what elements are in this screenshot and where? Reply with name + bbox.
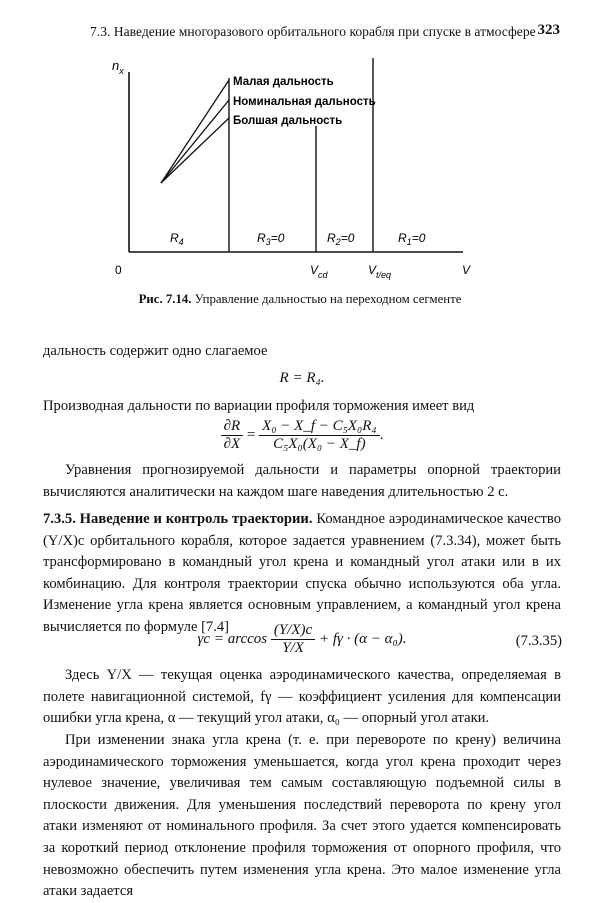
curve-label-small: Малая дальность (233, 76, 334, 88)
caption-label: Рис. 7.14. (138, 292, 192, 306)
curve-line-nominal (161, 100, 229, 183)
page-number: 323 (537, 22, 560, 38)
equation-range: R = R₄. (279, 370, 325, 386)
paragraph-6: При изменении знака угла крена (т. е. при перевороте по крену) величина аэродинамического торможения уменьшается, когда угол крена проходит через нулевое значение, увеличивая тем самым составляющую подъемной силы в плоскости движения. Для уменьшения последствий переворота по крену угол атаки изменяют от номинального профиля. За счет этого удается компенсировать за короткий период отклонение профиля торможения от опорного профиля, что невозможно обеспечить путем изменения угла крена. Это малое изменение угла атаки задается (43, 732, 561, 900)
paragraph-5: Здесь Y/X — текущая оценка аэродинамического качества, определяемая в полете навигационной системой, fγ — коэффициент усиления для компенсации ошибки угла крена, α — текущий угол атаки, α₀ — опорный угол атаки. (43, 667, 561, 727)
x-axis-label: V (462, 263, 471, 277)
paragraph-3: Уравнения прогнозируемой дальности и параметры опорной траектории вычисляются аналитически на каждом шаге наведения длительностью 2 с. (43, 462, 561, 500)
paragraph-2: Производная дальности по вариации профиля торможения имеет вид (43, 398, 475, 414)
curve-line-large (161, 118, 229, 183)
equation-derivative: $\frac{\partial R}{\partial X}$ = $\frac{\text{X₀ − X\_f − C₅X₀R₄}}{\text{C₅X₀(X₀ − X\_f)}}$ . (43, 418, 561, 453)
section-7-3-5 (43, 509, 561, 639)
region-label-r4: $R_4$ (170, 231, 184, 247)
paragraph-1: дальность содержит одно слагаемое (43, 343, 268, 359)
curve-line-small (161, 80, 229, 183)
caption-text: Управление дальностью на переходном сегменте (194, 292, 462, 306)
vteq-label: $V_{t/eq}$ (368, 263, 392, 280)
curve-label-large: Болшая дальность (233, 115, 343, 127)
region-label-r1: $R_1=0$ (398, 231, 426, 247)
y-axis-label: $n_x$ (112, 58, 124, 76)
equation-number: (7.3.35) (515, 633, 562, 649)
origin-label: 0 (115, 263, 122, 277)
equation-bank-angle: γc = arccos $\frac{(Y/X)c}{Y/X}$ + fγ · (α − α₀). (197, 622, 407, 656)
range-control-figure (0, 50, 600, 290)
running-title: 7.3. Наведение многоразового орбитального корабля при спуске в атмосфере (90, 24, 536, 39)
vcd-label: $V_{cd}$ (310, 263, 328, 280)
figure-caption (0, 292, 600, 307)
derivative-lhs: $\frac{\partial R}{\partial X}$ (221, 418, 244, 453)
section-title: 7.3.5. Наведение и контроль траектории. (43, 511, 313, 527)
bank-angle-fraction: $\frac{(Y/X)c}{Y/X}$ (271, 622, 315, 657)
region-label-r2: $R_2=0$ (327, 231, 355, 247)
derivative-rhs: $\frac{\text{X₀ − X\_f − C₅X₀R₄}}{\text{C₅X₀(X₀ − X\_f)}}$ (259, 418, 379, 453)
curve-label-nominal: Номинальная дальность (233, 96, 376, 108)
region-label-r3: $R_3=0$ (257, 231, 285, 247)
page-header (90, 22, 560, 46)
paragraph-4: Командное аэродинамическое качество (Y/X)c орбитального корабля, которое задается уравнением (7.3.34), может быть трансформировано в командный угол крена и командный угол атаки или в их комбинацию. Для контроля траектории спуска обычно используются оба угла. Изменение угла крена является основным управлением, а командный угол крена вычисляется по формуле [7.4] (43, 511, 562, 635)
